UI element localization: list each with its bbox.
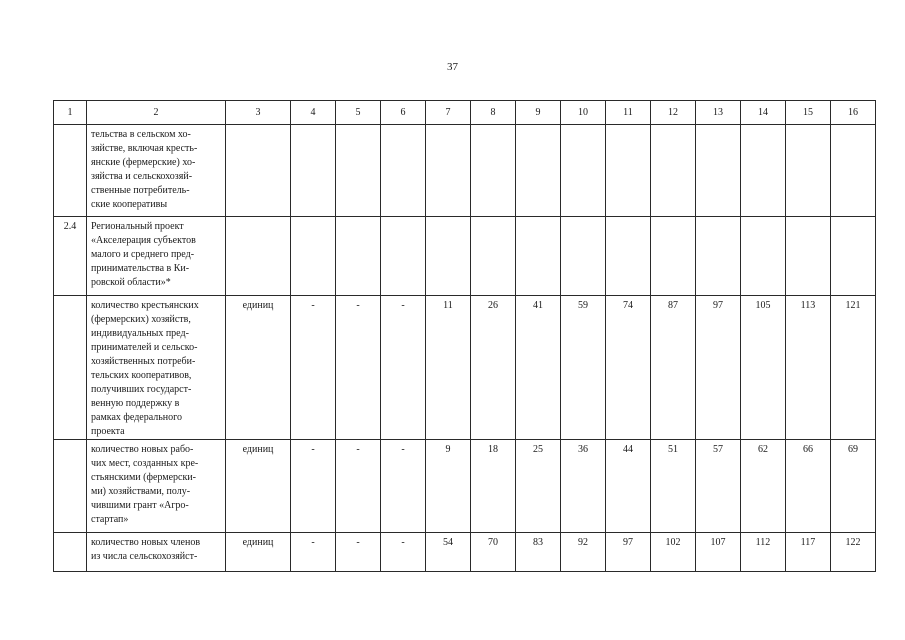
description-line: проекта xyxy=(91,426,125,437)
column-header: 1 xyxy=(54,101,87,125)
value-cell: 97 xyxy=(696,296,741,440)
description-line: зяйстве, включая кресть- xyxy=(91,143,198,154)
description-line: чих мест, созданных кре- xyxy=(91,458,199,469)
description-line: венную поддержку в xyxy=(91,398,180,409)
value-cell: - xyxy=(381,533,426,572)
value-cell: 70 xyxy=(471,533,516,572)
description-line: из числа сельскохозяйст- xyxy=(91,551,198,562)
unit-cell: единиц xyxy=(226,440,291,533)
page-number: 37 xyxy=(447,61,458,73)
value-cell: 66 xyxy=(786,440,831,533)
table-row xyxy=(54,125,876,217)
unit-cell xyxy=(226,125,291,217)
value-cell xyxy=(336,125,381,217)
value-cell xyxy=(696,125,741,217)
value-cell xyxy=(561,125,606,217)
value-cell: 69 xyxy=(831,440,876,533)
value-cell: - xyxy=(381,440,426,533)
value-cell xyxy=(606,125,651,217)
value-cell: 102 xyxy=(651,533,696,572)
description-line: стьянскими (фермерски- xyxy=(91,472,196,483)
value-cell: 117 xyxy=(786,533,831,572)
description-line: зяйства и сельскохозяй- xyxy=(91,171,193,182)
value-cell xyxy=(696,217,741,296)
value-cell: 41 xyxy=(516,296,561,440)
description-line: стартап» xyxy=(91,514,129,525)
value-cell: 44 xyxy=(606,440,651,533)
value-cell xyxy=(831,217,876,296)
column-header: 6 xyxy=(381,101,426,125)
value-cell xyxy=(651,217,696,296)
column-header: 5 xyxy=(336,101,381,125)
unit-cell: единиц xyxy=(226,296,291,440)
description-line: количество крестьянских xyxy=(91,300,199,311)
value-cell: 122 xyxy=(831,533,876,572)
value-cell xyxy=(831,125,876,217)
table-row xyxy=(54,296,876,440)
row-number-cell: 2.4 xyxy=(54,217,87,296)
value-cell: - xyxy=(291,533,336,572)
indicator-description-cell xyxy=(87,217,226,296)
description-line: (фермерских) хозяйств, xyxy=(91,314,191,325)
description-line: тельских кооперативов, xyxy=(91,370,192,381)
indicator-description-cell xyxy=(87,533,226,572)
row-number-cell xyxy=(54,440,87,533)
description-line: индивидуальных пред- xyxy=(91,328,189,339)
value-cell xyxy=(291,125,336,217)
table-row xyxy=(54,440,876,533)
indicator-table xyxy=(53,100,876,572)
value-cell: 113 xyxy=(786,296,831,440)
value-cell xyxy=(471,217,516,296)
value-cell: 74 xyxy=(606,296,651,440)
row-number-cell xyxy=(54,296,87,440)
column-header: 15 xyxy=(786,101,831,125)
row-number-cell xyxy=(54,533,87,572)
column-header: 16 xyxy=(831,101,876,125)
value-cell: 51 xyxy=(651,440,696,533)
value-cell xyxy=(561,217,606,296)
value-cell: - xyxy=(336,440,381,533)
description-line: получивших государст- xyxy=(91,384,192,395)
description-line: количество новых членов xyxy=(91,537,201,548)
column-header: 3 xyxy=(226,101,291,125)
value-cell xyxy=(291,217,336,296)
description-line: рамках федерального xyxy=(91,412,183,423)
value-cell: 11 xyxy=(426,296,471,440)
description-line: тельства в сельском хо- xyxy=(91,129,191,140)
value-cell xyxy=(741,217,786,296)
value-cell: - xyxy=(336,296,381,440)
description-line: Региональный проект xyxy=(91,221,184,232)
unit-cell xyxy=(226,217,291,296)
value-cell xyxy=(606,217,651,296)
value-cell xyxy=(381,217,426,296)
description-line: чившими грант «Агро- xyxy=(91,500,189,511)
value-cell: 36 xyxy=(561,440,606,533)
table-row xyxy=(54,217,876,296)
value-cell xyxy=(336,217,381,296)
unit-cell: единиц xyxy=(226,533,291,572)
column-header: 9 xyxy=(516,101,561,125)
value-cell: 105 xyxy=(741,296,786,440)
row-number-cell xyxy=(54,125,87,217)
value-cell: 121 xyxy=(831,296,876,440)
value-cell: 107 xyxy=(696,533,741,572)
value-cell: 112 xyxy=(741,533,786,572)
value-cell: - xyxy=(291,440,336,533)
description-line: принимательства в Ки- xyxy=(91,263,190,274)
value-cell: 97 xyxy=(606,533,651,572)
value-cell: 83 xyxy=(516,533,561,572)
column-header: 11 xyxy=(606,101,651,125)
value-cell xyxy=(426,217,471,296)
description-line: хозяйственных потреби- xyxy=(91,356,196,367)
value-cell: - xyxy=(336,533,381,572)
value-cell: 9 xyxy=(426,440,471,533)
value-cell xyxy=(786,125,831,217)
value-cell: 26 xyxy=(471,296,516,440)
description-line: янские (фермерские) хо- xyxy=(91,157,196,168)
column-header: 10 xyxy=(561,101,606,125)
column-header: 14 xyxy=(741,101,786,125)
table-row xyxy=(54,533,876,572)
description-line: ми) хозяйствами, полу- xyxy=(91,486,191,497)
indicator-description-cell xyxy=(87,125,226,217)
value-cell xyxy=(381,125,426,217)
description-line: ские кооперативы xyxy=(91,199,168,210)
description-line: «Акселерация субъектов xyxy=(91,235,196,246)
value-cell xyxy=(516,125,561,217)
column-header: 12 xyxy=(651,101,696,125)
column-header: 4 xyxy=(291,101,336,125)
description-line: принимателей и сельско- xyxy=(91,342,198,353)
header-row xyxy=(54,101,876,125)
column-header: 13 xyxy=(696,101,741,125)
value-cell xyxy=(741,125,786,217)
value-cell: 18 xyxy=(471,440,516,533)
column-header: 8 xyxy=(471,101,516,125)
value-cell: 57 xyxy=(696,440,741,533)
value-cell xyxy=(651,125,696,217)
value-cell: 92 xyxy=(561,533,606,572)
indicator-description-cell xyxy=(87,296,226,440)
value-cell: - xyxy=(291,296,336,440)
value-cell xyxy=(426,125,471,217)
indicator-description-cell xyxy=(87,440,226,533)
description-line: ственные потребитель- xyxy=(91,185,190,196)
description-line: малого и среднего пред- xyxy=(91,249,195,260)
value-cell: 59 xyxy=(561,296,606,440)
value-cell xyxy=(516,217,561,296)
value-cell: 62 xyxy=(741,440,786,533)
description-line: ровской области»* xyxy=(91,277,171,288)
table-body xyxy=(54,125,876,572)
column-header: 2 xyxy=(87,101,226,125)
value-cell: 54 xyxy=(426,533,471,572)
column-header: 7 xyxy=(426,101,471,125)
value-cell xyxy=(471,125,516,217)
value-cell: 87 xyxy=(651,296,696,440)
value-cell: 25 xyxy=(516,440,561,533)
description-line: количество новых рабо- xyxy=(91,444,194,455)
value-cell xyxy=(786,217,831,296)
value-cell: - xyxy=(381,296,426,440)
